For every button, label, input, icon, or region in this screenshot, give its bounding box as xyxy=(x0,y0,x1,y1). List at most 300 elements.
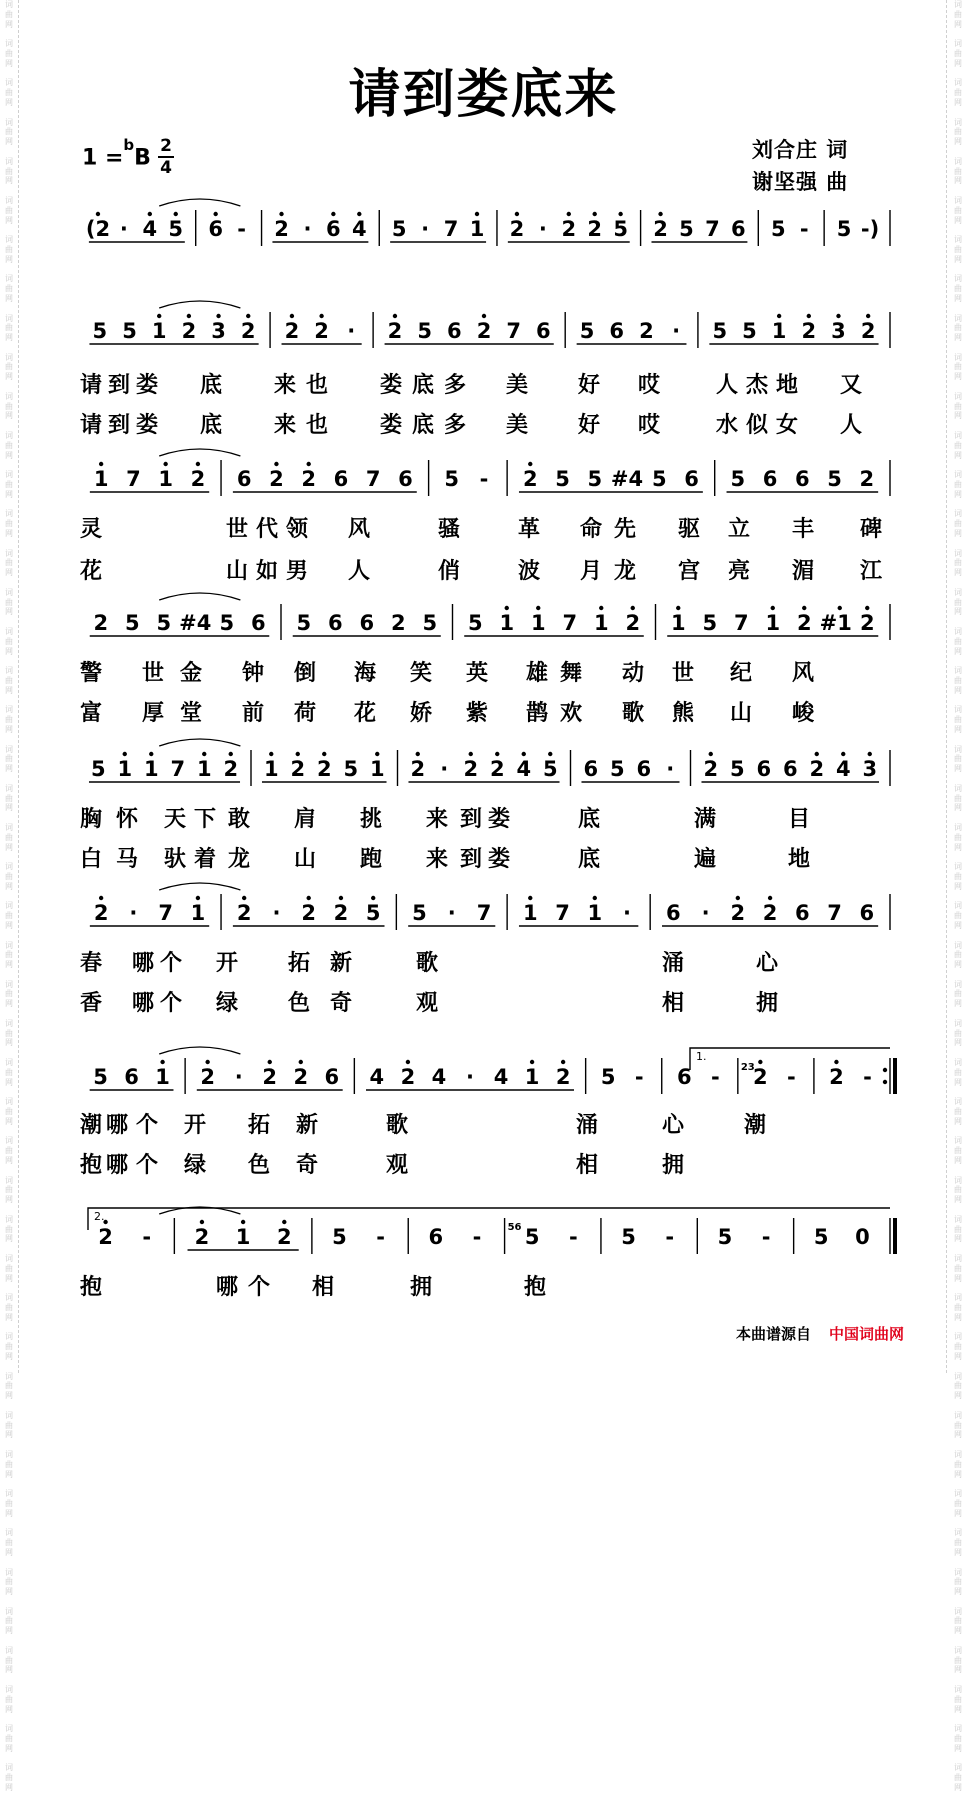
volta-number: 1. xyxy=(696,1050,707,1063)
note: 2 xyxy=(194,1225,210,1249)
staff-row-svg xyxy=(78,448,900,518)
note: 4 xyxy=(493,1065,509,1089)
lyric-char: 底 xyxy=(412,413,436,438)
octave-dot xyxy=(836,314,840,318)
octave-dot xyxy=(709,752,713,756)
lyric-char: 下 xyxy=(194,807,218,832)
note: 2 xyxy=(587,217,603,241)
lyric-char: 美 xyxy=(506,373,530,398)
lyric-char: 笑 xyxy=(410,661,434,686)
lyric-char: 俏 xyxy=(438,559,462,584)
note: 7 xyxy=(733,611,749,635)
note: #1 xyxy=(819,611,852,635)
lyric-char: 怀 xyxy=(116,807,140,832)
note: 4 xyxy=(369,1065,385,1089)
note: 6 xyxy=(859,901,875,925)
octave-dot xyxy=(163,462,167,466)
note: 6 xyxy=(326,217,341,241)
lyric-char: 娄 xyxy=(380,373,404,398)
octave-dot xyxy=(357,212,361,216)
staff-row xyxy=(78,448,898,514)
lyric-char: 娇 xyxy=(410,701,434,726)
note: 6 xyxy=(636,757,652,781)
note: - xyxy=(376,1225,386,1249)
octave-dot xyxy=(868,752,872,756)
note: 2 xyxy=(476,319,492,343)
note: 5 xyxy=(702,611,718,635)
lyric-char: 白 xyxy=(80,847,104,872)
time-bottom: 4 xyxy=(160,158,172,178)
staff-row xyxy=(78,198,898,264)
note: 2 xyxy=(200,1065,215,1089)
lyric-char: 底 xyxy=(578,807,602,832)
note: 6 xyxy=(236,467,252,491)
octave-dot xyxy=(475,212,479,216)
source-site: 中国词曲网 xyxy=(829,1325,905,1343)
note: 2 xyxy=(859,611,875,635)
octave-dot xyxy=(406,1060,410,1064)
octave-dot xyxy=(768,896,772,900)
slur xyxy=(159,199,240,206)
note: 2 xyxy=(284,319,300,343)
note: 1 xyxy=(522,901,538,925)
note: 4 xyxy=(142,217,158,241)
note: 5 xyxy=(679,217,694,241)
lyric-char: 拥 xyxy=(410,1275,434,1300)
note: 1 xyxy=(593,611,609,635)
note: 2 xyxy=(390,611,406,635)
note: 2 xyxy=(809,757,825,781)
lyric-char: 色 xyxy=(288,991,312,1016)
octave-dot xyxy=(187,314,191,318)
lyric-char: 春 xyxy=(80,951,104,976)
lyric-char: 请 xyxy=(80,413,104,438)
note: 5 xyxy=(90,757,106,781)
note: 1 xyxy=(158,467,173,491)
octave-dot xyxy=(530,1060,534,1064)
octave-dot xyxy=(561,1060,565,1064)
lyric-char: 观 xyxy=(416,991,440,1016)
lyric-char: 女 xyxy=(776,413,800,438)
note: 1 xyxy=(369,757,385,781)
note: 2 xyxy=(509,217,525,241)
note: 2 xyxy=(262,1065,278,1089)
note: 1 xyxy=(524,1065,540,1089)
lyricist-credit: 刘合庄 词 xyxy=(752,138,849,162)
note: 5 xyxy=(555,467,570,491)
lyric-char: 相 xyxy=(312,1275,336,1300)
note: - xyxy=(761,1225,771,1249)
note: 2 xyxy=(762,901,778,925)
note: 2 xyxy=(829,1065,844,1089)
note: - xyxy=(799,217,809,241)
time-top: 2 xyxy=(160,136,172,156)
note: 6 xyxy=(795,467,810,491)
note: 2 xyxy=(639,319,654,343)
lyric-char: 山 xyxy=(226,559,250,584)
note: · xyxy=(701,901,710,925)
note: 5 xyxy=(587,467,603,491)
note: · xyxy=(538,217,547,241)
lyric-char: 奇 xyxy=(296,1153,320,1178)
note: 1 xyxy=(117,757,133,781)
note: 2 xyxy=(290,757,306,781)
note: 7 xyxy=(365,467,381,491)
note: 1 xyxy=(143,757,159,781)
repeat-dot xyxy=(883,1080,887,1084)
note: 2 xyxy=(730,901,746,925)
lyric-char: 开 xyxy=(184,1113,208,1138)
slur xyxy=(159,301,240,308)
lyric-char: 人 xyxy=(840,413,864,438)
note: 5 xyxy=(579,319,595,343)
note: 6 xyxy=(756,757,772,781)
lyric-char: 绿 xyxy=(184,1153,208,1178)
note: - xyxy=(634,1065,644,1089)
octave-dot xyxy=(99,896,103,900)
lyric-char: 个 xyxy=(136,1113,160,1138)
octave-dot xyxy=(282,1220,286,1224)
lyric-char: 绿 xyxy=(216,991,240,1016)
lyric-char: 请 xyxy=(80,373,104,398)
lyric-char: 地 xyxy=(776,373,800,398)
lyric-char: 抱 xyxy=(524,1275,548,1300)
octave-dot xyxy=(268,1060,272,1064)
note: 2 xyxy=(316,757,332,781)
lyric-char: 娄 xyxy=(380,413,404,438)
lyric-char: 宫 xyxy=(678,559,702,584)
note: 2 xyxy=(860,319,876,343)
left-watermark-strip: 词 曲 网 词 曲 网 词 曲 网 词 曲 网 词 曲 网 词 曲 网 词 曲 网 词 曲 网 词 曲 网 词 曲 网 词 曲 网 词 曲 网 词 曲 网 词 曲 网 词 曲 网 词 曲 网 词 曲 网 词 曲 网 词 曲 网 词 曲 网 词 曲 网 词 曲 网 词 曲 网 词 曲 网 词 曲 网 词 曲 网 词 曲 网 词 曲 网 词 曲 网 词 曲 网 词 曲 网 词 曲 网 词 曲 网 词 曲 网 词 曲 网 词 曲 网 词 曲 网 词 曲 网 词 曲 网 词 曲 网 词 曲 网 词 曲 网 词 曲 网 词 曲 网 词 曲 网 词 曲 网 xyxy=(5,0,13,1793)
lyric-char: 鹊 xyxy=(526,701,550,726)
lyric-char: 哪 xyxy=(216,1275,240,1300)
lyric-char: 水 xyxy=(716,413,740,438)
note: · xyxy=(466,1065,474,1089)
note: - xyxy=(568,1225,578,1249)
lyric-char: 拥 xyxy=(756,991,780,1016)
lyric-char: 挑 xyxy=(360,807,384,832)
note: 1 xyxy=(196,757,212,781)
note: · xyxy=(303,217,312,241)
lyric-char: 满 xyxy=(694,807,718,832)
octave-dot xyxy=(515,212,519,216)
note: 6 xyxy=(447,319,462,343)
note: 1 xyxy=(235,1225,251,1249)
note: 5 xyxy=(621,1225,636,1249)
key-signature xyxy=(82,136,151,171)
note: · xyxy=(129,901,138,925)
note: 6 xyxy=(782,757,798,781)
note: 6 xyxy=(795,901,810,925)
octave-dot xyxy=(149,752,153,756)
lyric-char: 峻 xyxy=(792,701,816,726)
lyric-char: 灵 xyxy=(80,517,104,542)
note: 2 xyxy=(489,757,505,781)
note: 7 xyxy=(705,217,720,241)
note: 5 xyxy=(609,757,625,781)
note: · xyxy=(119,217,128,241)
octave-dot xyxy=(371,896,375,900)
lyric-char: 来 xyxy=(274,373,298,398)
lyric-char: 敢 xyxy=(228,807,252,832)
note: 2 xyxy=(387,319,403,343)
note: 5 xyxy=(524,1225,540,1249)
note: · xyxy=(421,217,430,241)
octave-dot xyxy=(567,212,571,216)
note: 2 xyxy=(333,901,349,925)
source-note xyxy=(736,1323,904,1344)
lyric-char: 钟 xyxy=(242,661,266,686)
octave-dot xyxy=(306,896,310,900)
key-prefix: 1 = xyxy=(82,145,124,171)
note: - xyxy=(710,1065,720,1089)
lyric-char: 马 xyxy=(116,847,140,872)
octave-dot xyxy=(290,314,294,318)
lyric-char: 哪 xyxy=(106,1113,130,1138)
note: 6 xyxy=(583,757,599,781)
note: 5 xyxy=(651,467,667,491)
lyric-char: 个 xyxy=(160,991,184,1016)
note: 2 xyxy=(223,757,239,781)
lyric-char: 江 xyxy=(860,559,884,584)
note: - xyxy=(863,1065,872,1089)
octave-dot xyxy=(174,212,178,216)
note: 5 xyxy=(124,611,140,635)
staff-row xyxy=(78,738,898,804)
lyric-char: 人 xyxy=(348,559,372,584)
lyric-char: 山 xyxy=(294,847,318,872)
lyric-char: 天 xyxy=(164,807,188,832)
note: 0 xyxy=(855,1225,870,1249)
note: 6 xyxy=(428,1225,444,1249)
lyric-char: 肩 xyxy=(294,807,318,832)
lyric-char: 多 xyxy=(444,373,468,398)
lyric-char: 多 xyxy=(444,413,468,438)
note: 7 xyxy=(126,467,141,491)
note: · xyxy=(440,757,449,781)
note: 2 xyxy=(240,319,256,343)
octave-dot xyxy=(658,212,662,216)
lyric-char: 前 xyxy=(242,701,266,726)
note: - xyxy=(237,217,246,241)
note: 6 xyxy=(676,1065,692,1089)
octave-dot xyxy=(322,752,326,756)
lyric-char: 遍 xyxy=(694,847,718,872)
lyric-char: 潮 xyxy=(80,1113,104,1138)
lyric-char: 着 xyxy=(194,847,218,872)
note: 1 xyxy=(93,467,109,491)
note: 3 xyxy=(211,319,226,343)
octave-dot xyxy=(299,1060,303,1064)
note: 2 xyxy=(274,217,289,241)
slur xyxy=(159,883,240,890)
lyric-char: 代 xyxy=(256,517,280,542)
note: - xyxy=(665,1225,675,1249)
lyric-char: 似 xyxy=(746,413,770,438)
note: 1 xyxy=(765,611,781,635)
octave-dot xyxy=(229,752,233,756)
note: 5 xyxy=(417,319,432,343)
staff-row xyxy=(78,592,898,658)
octave-dot xyxy=(802,606,806,610)
note: 5 xyxy=(729,757,745,781)
slur xyxy=(159,593,240,600)
lyric-char: 又 xyxy=(840,373,864,398)
lyric-char: 香 xyxy=(80,991,104,1016)
note: · xyxy=(666,757,675,781)
octave-dot xyxy=(96,212,100,216)
note: · xyxy=(672,319,681,343)
time-signature xyxy=(158,137,174,177)
note: 7 xyxy=(562,611,578,635)
note: 6 xyxy=(731,217,746,241)
note: 2 xyxy=(859,467,875,491)
lyric-char: 哪 xyxy=(132,991,156,1016)
note: 2 xyxy=(93,611,109,635)
octave-dot xyxy=(416,752,420,756)
song-title: 请到娄底来 xyxy=(348,65,619,125)
note: · xyxy=(272,901,281,925)
lyric-char: 杰 xyxy=(746,373,770,398)
note: 4 xyxy=(835,757,851,781)
octave-dot xyxy=(242,896,246,900)
lyric-char: 到 xyxy=(108,413,132,438)
octave-dot xyxy=(495,752,499,756)
lyric-char: 碑 xyxy=(860,517,884,542)
note: 6 xyxy=(208,217,223,241)
octave-dot xyxy=(331,212,335,216)
lyric-char: 哎 xyxy=(638,373,662,398)
lyric-char: 倒 xyxy=(294,661,318,686)
lyric-char: 哎 xyxy=(638,413,662,438)
lyric-char: 丰 xyxy=(792,517,816,542)
lyric-char: 相 xyxy=(576,1153,600,1178)
lyric-char: 到 xyxy=(460,807,484,832)
lyric-char: 哪 xyxy=(132,951,156,976)
note: 1 xyxy=(190,901,206,925)
note: - xyxy=(472,1225,482,1249)
note: 7 xyxy=(555,901,570,925)
lyric-char: 欢 xyxy=(560,701,584,726)
octave-dot xyxy=(536,606,540,610)
lyric-char: 亮 xyxy=(728,559,752,584)
note: 1 xyxy=(530,611,546,635)
lyric-char: 动 xyxy=(622,661,646,686)
octave-dot xyxy=(505,606,509,610)
note: 6 xyxy=(250,611,266,635)
lyric-char: 娄 xyxy=(488,847,512,872)
octave-dot xyxy=(196,462,200,466)
note: 5 xyxy=(296,611,312,635)
staff-row-svg xyxy=(78,592,900,662)
staff-row xyxy=(78,300,898,366)
lyric-char: 新 xyxy=(330,951,354,976)
octave-dot xyxy=(593,212,597,216)
lyric-char: 拥 xyxy=(662,1153,686,1178)
lyric-char: 目 xyxy=(788,807,812,832)
note: 5 xyxy=(412,901,427,925)
note: 5 xyxy=(391,217,407,241)
lyric-char: 骚 xyxy=(438,517,462,542)
octave-dot xyxy=(771,606,775,610)
note: 5 xyxy=(770,217,786,241)
lyric-char: 立 xyxy=(728,517,752,542)
note: 5 xyxy=(717,1225,733,1249)
lyric-char: 拓 xyxy=(248,1113,272,1138)
lyric-char: 歌 xyxy=(622,701,646,726)
staff-row xyxy=(78,882,898,948)
note: 2 xyxy=(463,757,479,781)
octave-dot xyxy=(274,462,278,466)
note: 6 xyxy=(333,467,349,491)
note: #4 xyxy=(179,611,212,635)
lyric-char: 观 xyxy=(386,1153,410,1178)
note: 2 xyxy=(796,611,812,635)
note: - xyxy=(787,1065,796,1089)
note: #4 xyxy=(610,467,644,491)
note: 6 xyxy=(684,467,699,491)
note: 7 xyxy=(443,217,459,241)
note: 1 xyxy=(771,319,787,343)
note: 5 xyxy=(730,467,746,491)
note: 2 xyxy=(98,1225,113,1249)
lyric-char: 风 xyxy=(348,517,372,542)
note: 5 xyxy=(712,319,728,343)
note: 2 xyxy=(301,467,317,491)
lyric-char: 世 xyxy=(142,661,166,686)
lyric-char: 驱 xyxy=(678,517,702,542)
note: 5 xyxy=(219,611,235,635)
lyric-char: 月 xyxy=(580,559,604,584)
lyric-char: 娄 xyxy=(488,807,512,832)
slur xyxy=(159,1047,240,1054)
note: 2 xyxy=(276,1225,292,1249)
note: 2 xyxy=(181,319,197,343)
lyric-char: 领 xyxy=(286,517,310,542)
octave-dot xyxy=(777,314,781,318)
octave-dot xyxy=(528,462,532,466)
lyric-char: 舞 xyxy=(560,661,584,686)
note: 1 xyxy=(263,757,279,781)
lyric-char: 英 xyxy=(466,661,490,686)
lyric-char: 好 xyxy=(578,413,602,438)
lyric-char: 富 xyxy=(80,701,104,726)
note: 5 xyxy=(156,611,172,635)
note: 2 xyxy=(269,467,284,491)
note: 2 xyxy=(400,1065,416,1089)
note: (2 xyxy=(85,217,111,241)
lyric-char: 金 xyxy=(180,661,204,686)
note: 5 xyxy=(122,319,137,343)
note: 2 xyxy=(522,467,538,491)
lyric-char: 堂 xyxy=(180,701,204,726)
lyric-char: 波 xyxy=(518,559,542,584)
note: 2 xyxy=(314,319,329,343)
lyric-char: 来 xyxy=(274,413,298,438)
lyric-char: 也 xyxy=(306,413,330,438)
lyric-char: 来 xyxy=(426,807,450,832)
note: 2 xyxy=(625,611,641,635)
octave-dot xyxy=(375,752,379,756)
lyric-char: 开 xyxy=(216,951,240,976)
octave-dot xyxy=(758,1060,762,1064)
octave-dot xyxy=(393,314,397,318)
lyric-char: 龙 xyxy=(614,559,638,584)
right-watermark-strip: 词 曲 网 词 曲 网 词 曲 网 词 曲 网 词 曲 网 词 曲 网 词 曲 网 词 曲 网 词 曲 网 词 曲 网 词 曲 网 词 曲 网 词 曲 网 词 曲 网 词 曲 网 词 曲 网 词 曲 网 词 曲 网 词 曲 网 词 曲 网 词 曲 网 词 曲 网 词 曲 网 词 曲 网 词 曲 网 词 曲 网 词 曲 网 词 曲 网 词 曲 网 词 曲 网 词 曲 网 词 曲 网 词 曲 网 词 曲 网 词 曲 网 词 曲 网 词 曲 网 词 曲 网 词 曲 网 词 曲 网 词 曲 网 词 曲 网 词 曲 网 词 曲 网 词 曲 网 词 曲 网 xyxy=(954,0,962,1793)
note: 5 xyxy=(742,319,757,343)
slur xyxy=(159,739,240,746)
lyric-char: 人 xyxy=(716,373,740,398)
